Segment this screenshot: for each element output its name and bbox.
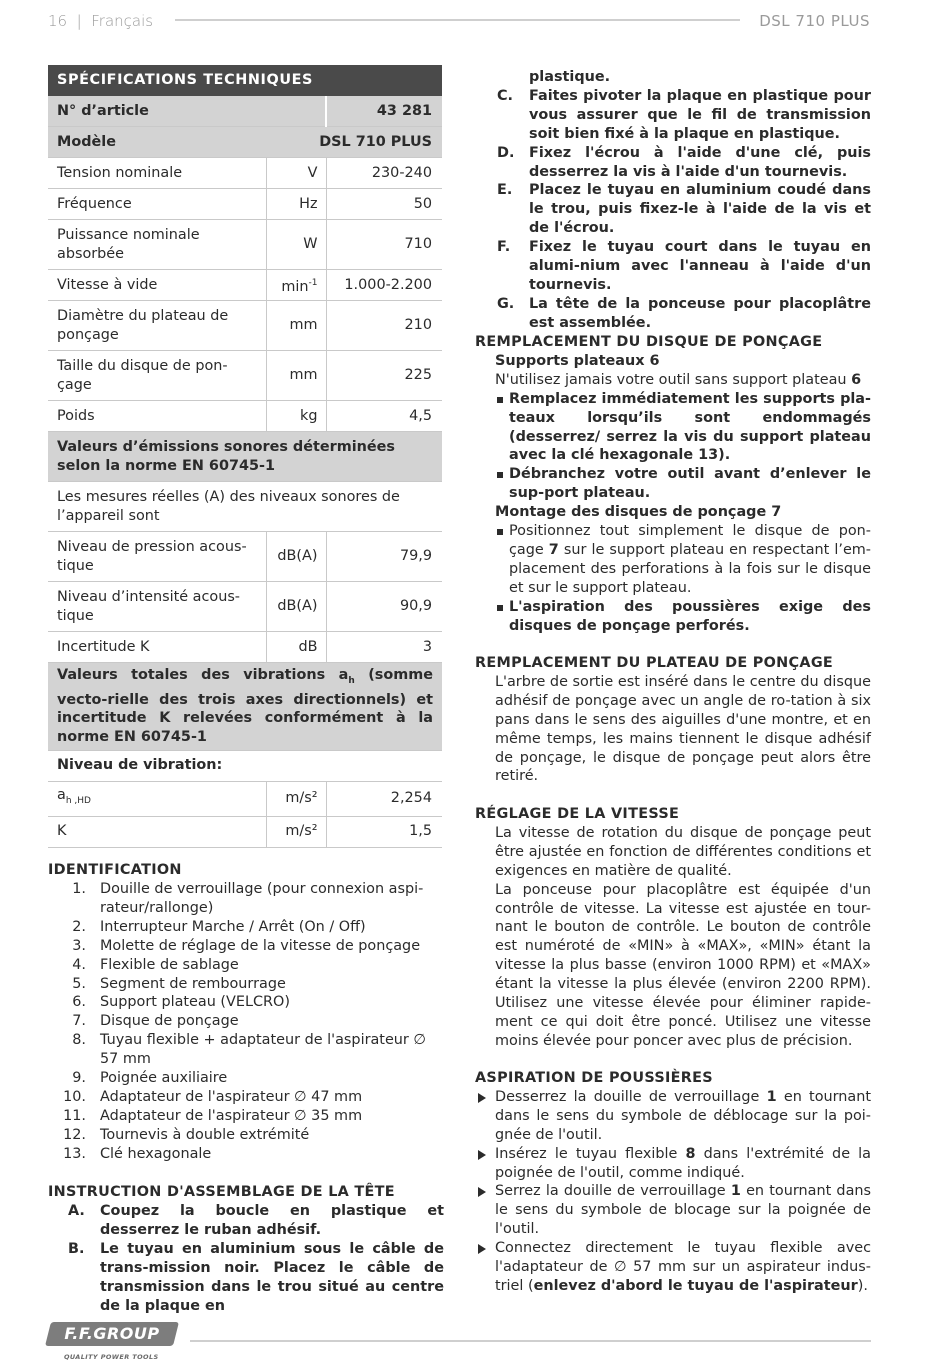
footer-rule — [190, 1340, 871, 1342]
right-column — [475, 68, 871, 333]
list-item: 7. Disque de ponçage — [72, 1013, 239, 1030]
vibration-title-row: Valeurs totales des vibrations $a_h$ (somme vecto-rielle des trois axes directionnels) et incertitude K relevées conformément à la norme EN 60745-1 — [48, 663, 442, 751]
logo-tagline: QUALITY POWER TOOLS — [64, 1353, 159, 1361]
assembly-list-right — [475, 87, 871, 333]
list-item: G. La tête de la ponceuse pour placoplâtre est assemblée. — [497, 295, 871, 331]
list-item: 10. Adaptateur de l'aspirateur ∅ 47 mm — [63, 1088, 363, 1105]
plate-section — [475, 654, 871, 786]
list-item: Connectez directement le tuyau flexible avec l'adaptateur de ∅ 57 mm sur un aspirateur indus-triel (enlevez d'abord le tuyau de l'aspirateur). — [475, 1239, 871, 1296]
vibration-row: K m/s² 1,5 — [48, 816, 442, 847]
noise-note-row: Les mesures réelles (A) des niveaux sonores de l’appareil sont — [48, 482, 442, 532]
noise-row: Incertitude K dB 3 — [48, 632, 442, 663]
list-item: 9. Poignée auxiliaire — [72, 1070, 228, 1087]
article-row: N° d’article 43 281 — [48, 96, 442, 127]
header-rule — [175, 19, 740, 21]
list-item: 8. Tuyau flexible + adaptateur de l'aspirateur ∅ 57 mm — [72, 1032, 426, 1068]
noise-title-row: Valeurs d’émissions sonores déterminées selon la norme EN 60745-1 — [48, 432, 442, 482]
spec-row: Poids kg 4,5 — [48, 401, 442, 432]
list-item: 5. Segment de rembourrage — [72, 975, 286, 992]
disc-subheading: Montage des disques de ponçage 7 — [495, 504, 782, 521]
list-item: 12. Tournevis à double extrémité — [63, 1126, 310, 1143]
ffgroup-logo: F.F.GROUP — [45, 1322, 179, 1346]
disc-line: N'utilisez jamais votre outil sans support plateau 6 — [495, 371, 862, 388]
dust-section — [475, 1069, 871, 1296]
unit-rpm: $\min^{-1}$ — [266, 270, 326, 301]
disc-subheading: Supports plateaux 6 — [495, 352, 660, 369]
spec-row: Tension nominale V 230-240 — [48, 158, 442, 189]
page-number: 16 | Français — [48, 12, 154, 30]
list-item: D. Fixez l'écrou à l'aide d'une clé, puis desserrez la vis à l'aide d'un tournevis. — [497, 144, 871, 180]
list-item: B. Le tuyau en aluminium sous le câble de trans-mission noir. Placez le câble de transmission dans le trou situé au centre de la plaque en — [68, 1240, 444, 1314]
spec-table-title: SPÉCIFICATIONS TECHNIQUES — [48, 65, 442, 96]
model-row: Modèle DSL 710 PLUS — [48, 127, 442, 158]
list-item: Insérez le tuyau flexible 8 dans l'extrémité de la poignée de l'outil, comme indiqué. — [475, 1145, 871, 1183]
speed-paragraph: La vitesse de rotation du disque de ponçage peut être ajustée en fonction de différentes conditions et exigences en matière de qualité. — [495, 824, 871, 879]
plate-text: L'arbre de sortie est inséré dans le centre du disque adhésif de ponçage avec un angle de ro-tation à six pans dans le sens des aiguilles d'une montre, et en même temps, les mains tiennent le disque adhésif de ponçage, le disque de ponçage peut alors être retiré. — [495, 673, 871, 785]
list-item: A. Coupez la boucle en plastique et desserrez le ruban adhésif. — [68, 1203, 444, 1238]
list-item: Positionnez tout simplement le disque de pon-çage 7 sur le support plateau en respectant l’em-placement des perforations à la fois sur le disque et sur le support plateau. — [475, 522, 871, 598]
vibration-row: $a_{h ,HD}$ m/s² 2,254 — [48, 781, 442, 816]
list-item: F. Fixez le tuyau court dans le tuyau en alumi-nium avec l'anneau à l'aide d'un tournevis. — [497, 239, 871, 293]
list-item: 3. Molette de réglage de la vitesse de ponçage — [72, 937, 421, 954]
spec-row: Puissance nominale absorbée W 710 — [48, 220, 442, 270]
noise-row: Niveau d’intensité acous-tique dB(A) 90,9 — [48, 582, 442, 632]
disc-section — [475, 333, 871, 636]
assembly-list-left — [48, 1202, 444, 1315]
list-item: E. Placez le tuyau en aluminium coudé dans le trou, puis fixez-le à l'aide de la vis et de l'écrou. — [497, 182, 871, 237]
speed-heading: RÉGLAGE DE LA VITESSE — [475, 806, 680, 822]
speed-paragraph: La ponceuse pour placoplâtre est équipée d'un contrôle de vitesse. La vitesse est ajustée en tour-nant le bouton de contrôle. Le bouton de contrôle est numéroté de «MIN» à «MAX», «MIN» étant la vitesse la plus basse (environ 1000 RPM) et «MAX» étant la vitesse la plus élevée (environ 2200 RPM). Utilisez une vitesse élevée pour éliminer rapide-ment ce qui doit être poncé. Utilisez une vitesse moins élevée pour poncer avec plus de précision. — [495, 881, 871, 1049]
assembly-continuation: plastique. — [529, 69, 611, 85]
header-model: DSL 710 PLUS — [759, 12, 870, 30]
list-item: L'aspiration des poussières exige des disques de ponçage perforés. — [475, 598, 871, 636]
spec-table — [48, 65, 442, 848]
identification-heading: IDENTIFICATION — [48, 862, 182, 878]
list-item: 1. Douille de verrouillage (pour connexion aspi-rateur/rallonge) — [72, 881, 424, 916]
spec-row: Fréquence Hz 50 — [48, 189, 442, 220]
spec-row: Vitesse à vide $\min^{-1}$ 1.000-2.200 — [48, 270, 442, 301]
disc-heading: REMPLACEMENT DU DISQUE DE PONÇAGE — [475, 334, 823, 350]
dust-heading: ASPIRATION DE POUSSIÈRES — [475, 1070, 713, 1086]
vibration-level-row: Niveau de vibration: — [48, 750, 442, 781]
list-item: C. Faites pivoter la plaque en plastique pour vous assurer que le fil de transmission soit bien fixé à la plaque en plastique. — [497, 87, 871, 142]
language-label: Français — [91, 12, 154, 30]
list-item: 11. Adaptateur de l'aspirateur ∅ 35 mm — [63, 1107, 363, 1124]
list-item: 2. Interrupteur Marche / Arrêt (On / Off) — [72, 918, 366, 935]
list-item: Serrez la douille de verrouillage 1 en tournant dans le sens du symbole de blocage sur la poignée de l'outil. — [475, 1182, 871, 1239]
plate-heading: REMPLACEMENT DU PLATEAU DE PONÇAGE — [475, 655, 834, 671]
speed-section — [475, 805, 871, 1051]
identification-list — [48, 880, 444, 1164]
list-item: Desserrez la douille de verrouillage 1 en tournant dans le sens du symbole de déblocage sur la poi-gnée de l'outil. — [475, 1088, 871, 1145]
list-item: 13. Clé hexagonale — [63, 1145, 212, 1162]
assembly-heading: INSTRUCTION D'ASSEMBLAGE DE LA TÊTE — [48, 1184, 395, 1200]
spec-row: Taille du disque de pon-çage mm 225 — [48, 351, 442, 401]
list-item: 6. Support plateau (VELCRO) — [72, 994, 290, 1011]
list-item: 4. Flexible de sablage — [72, 956, 239, 973]
noise-row: Niveau de pression acous-tique dB(A) 79,9 — [48, 532, 442, 582]
spec-row: Diamètre du plateau de ponçage mm 210 — [48, 301, 442, 351]
list-item: Débranchez votre outil avant d’enlever le sup-port plateau. — [475, 465, 871, 503]
list-item: Remplacez immédiatement les supports pla-teaux lorsqu’ils sont endommagés (desserrez/ serrez la vis du support plateau avec la clé hexagonale 13). — [475, 390, 871, 466]
